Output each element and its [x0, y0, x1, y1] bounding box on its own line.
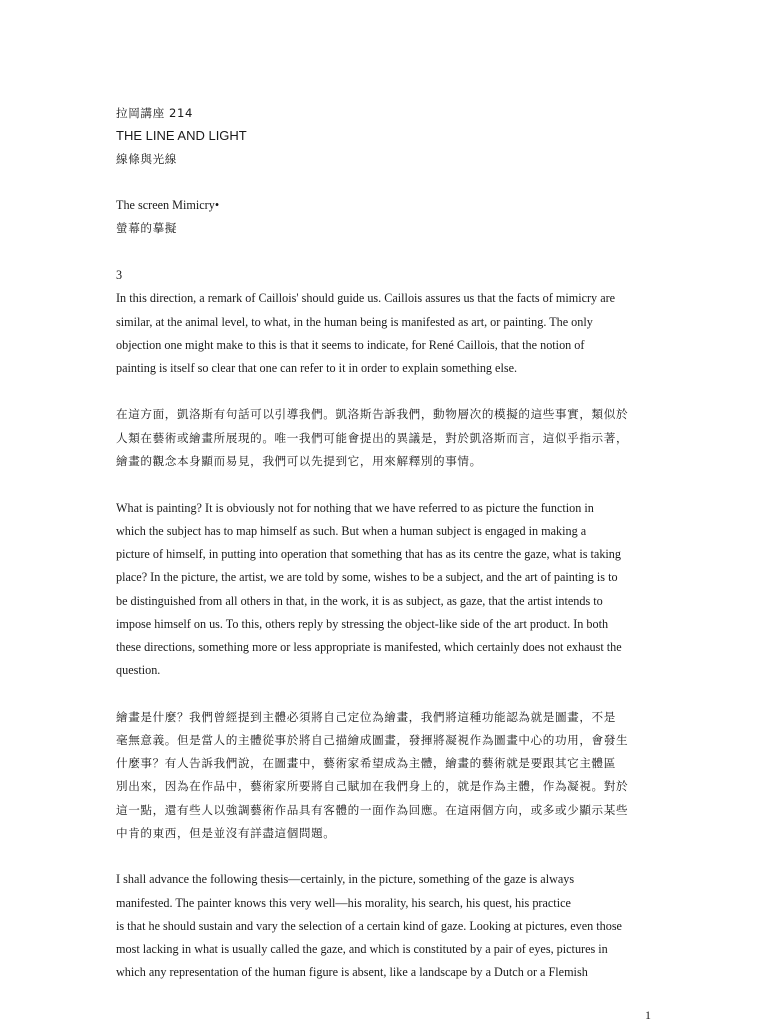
- paragraph-line: 繪畫的觀念本身顯而易見，我們可以先提到它，用來解釋別的事情。: [116, 454, 482, 468]
- paragraph-line: What is painting? It is obviously not for nothing that we have referred to as picture the function in: [116, 501, 594, 515]
- paragraph-line: is that he should sustain and vary the selection of a certain kind of gaze. Looking at pictures, even those: [116, 919, 622, 933]
- paragraph-line: which the subject has to map himself as such. But when a human subject is engaged in making a: [116, 524, 587, 538]
- paragraph-line: picture of himself, in putting into operation that something that has as its centre the gaze, what is taking: [116, 547, 621, 561]
- paragraph-line: objection one might make to this is that it seems to indicate, for René Caillois, that the notion of: [116, 338, 585, 352]
- paragraph-line: I shall advance the following thesis—certainly, in the picture, something of the gaze is always: [116, 872, 575, 886]
- paragraph-line: 在這方面，凱洛斯有句話可以引導我們。凱洛斯告訴我們，動物層次的模擬的這些事實，類似於: [116, 407, 629, 421]
- paragraph-line: 中肯的東西，但是並沒有詳盡這個問題。: [116, 826, 336, 840]
- paragraph-line: which any representation of the human figure is absent, like a landscape by a Dutch or a Flemish: [116, 965, 588, 979]
- paragraph-line: similar, at the animal level, to what, in the human being is manifested as art, or painting. The only: [116, 315, 593, 329]
- paragraph-line: 別出來，因為在作品中，藝術家所要將自己賦加在我們身上的，就是作為主體，作為凝視。對於: [116, 779, 629, 793]
- section-number: 3: [116, 268, 123, 282]
- title-english: THE LINE AND LIGHT: [116, 128, 247, 143]
- paragraph-line: these directions, something more or less appropriate is manifested, which certainly does not exhaust the: [116, 640, 622, 654]
- paragraph-line: 繪畫是什麼？我們曾經提到主體必須將自己定位為繪畫，我們將這種功能認為就是圖畫，不是: [116, 710, 616, 724]
- page-number: 1: [645, 1008, 651, 1022]
- paragraph-line: 人類在藝術或繪畫所展現的。唯一我們可能會提出的異議是，對於凱洛斯而言，這似乎指示著，: [116, 431, 629, 445]
- lecture-heading: 拉岡講座 214: [116, 106, 193, 120]
- paragraph-line: manifested. The painter knows this very well—his morality, his search, his quest, his practice: [116, 896, 571, 910]
- paragraph-line: In this direction, a remark of Caillois' should guide us. Caillois assures us that the facts of mimicry are: [116, 291, 616, 305]
- paragraph-line: 什麼事？有人告訴我們說，在圖畫中，藝術家希望成為主體，繪畫的藝術就是要跟其它主體區: [116, 756, 616, 770]
- title-chinese: 線條與光線: [116, 152, 177, 166]
- paragraph-line: question.: [116, 663, 161, 677]
- paragraph-line: impose himself on us. To this, others reply by stressing the object-like side of the art product. In both: [116, 617, 609, 631]
- paragraph-line: place? In the picture, the artist, we are told by some, wishes to be a subject, and the art of painting is to: [116, 570, 618, 584]
- paragraph-line: painting is itself so clear that one can refer to it in order to explain something else.: [116, 361, 518, 375]
- section-title-english: The screen Mimicry•: [116, 198, 220, 212]
- paragraph-line: 這一點，還有些人以強調藝術作品具有客體的一面作為回應。在這兩個方向，或多或少顯示某些: [116, 803, 629, 817]
- paragraph-line: most lacking in what is usually called the gaze, and which is constituted by a pair of eyes, pictures in: [116, 942, 608, 956]
- paragraph-line: 毫無意義。但是當人的主體從事於將自己描繪成圖畫，發揮將凝視作為圖畫中心的功用，會發生: [116, 733, 629, 747]
- section-title-chinese: 螢幕的摹擬: [116, 221, 177, 235]
- paragraph-line: be distinguished from all others in that, in the work, it is as subject, as gaze, that the artist intends to: [116, 594, 603, 608]
